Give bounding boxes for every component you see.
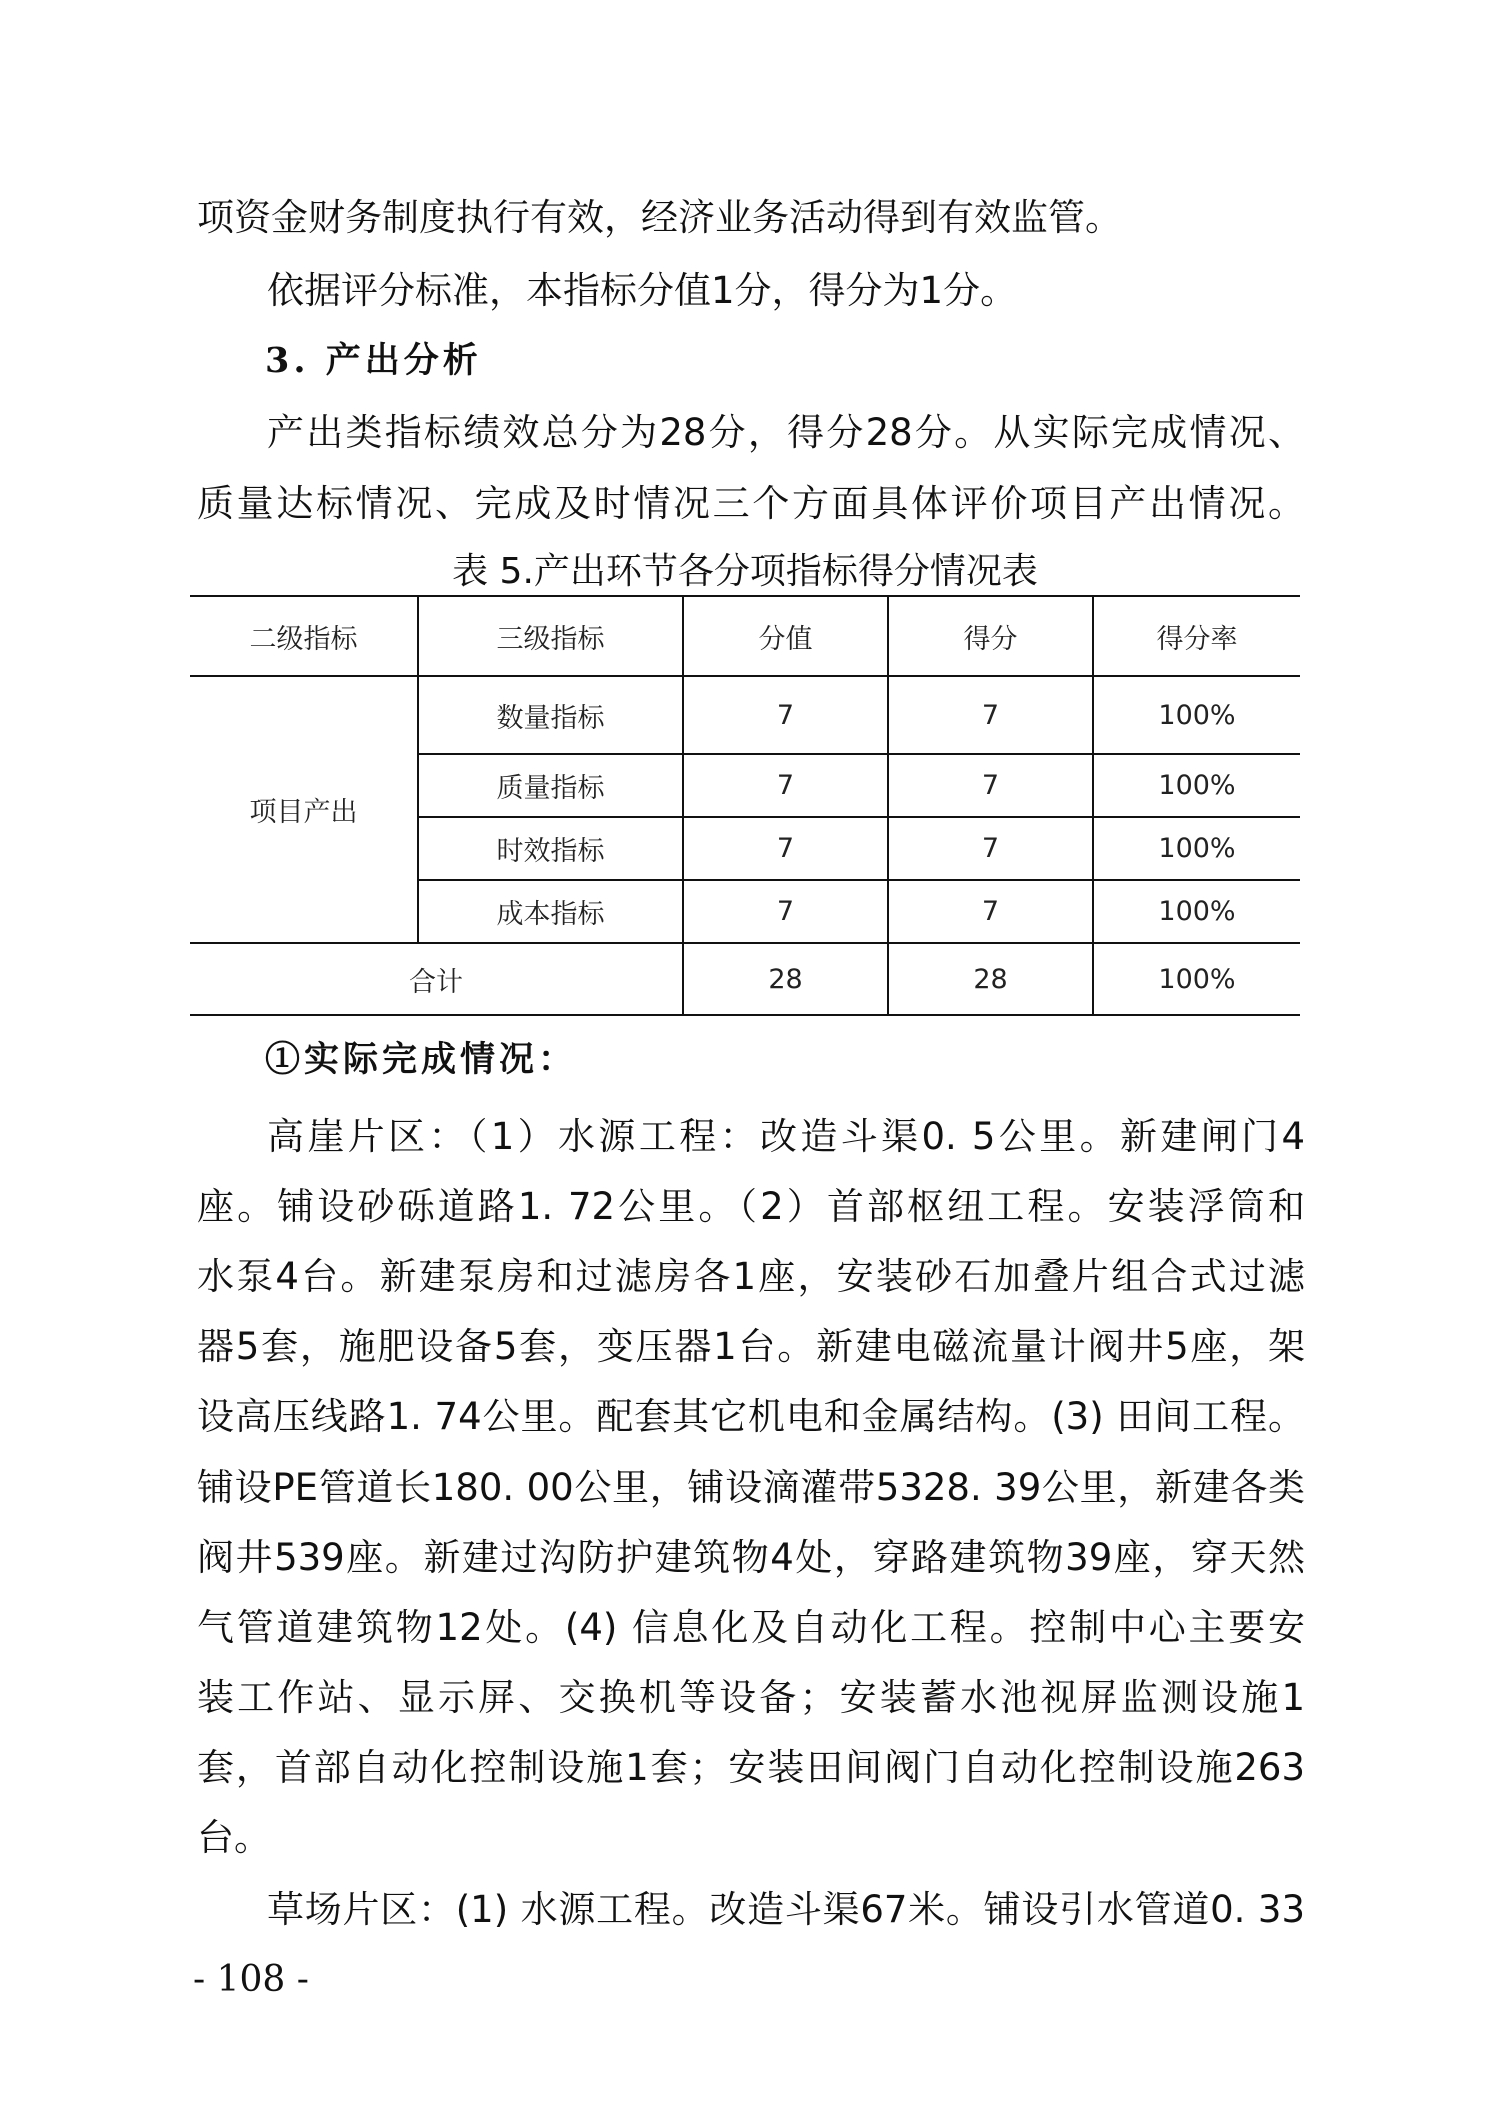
table-caption: 表 5.产出环节各分项指标得分情况表	[452, 551, 1038, 592]
body-text-line: 草场片区：(1) 水源工程。改造斗渠67米。铺设引水管道0. 33	[267, 1888, 1305, 1931]
subsection-heading: ①实际完成情况：	[265, 1039, 578, 1080]
body-text-line: 器5套，施肥设备5套，变压器1台。新建电磁流量计阀井5座，架	[197, 1325, 1305, 1368]
indicator-cell: 成本指标	[418, 880, 683, 943]
value-cell: 7	[683, 676, 888, 754]
body-text-line: 装工作站、显示屏、交换机等设备；安装蓄水池视屏监测设施1	[197, 1676, 1305, 1719]
column-header: 分值	[683, 596, 888, 676]
total-score-cell: 28	[888, 943, 1093, 1015]
total-rate-cell: 100%	[1093, 943, 1300, 1015]
body-text-line: 铺设PE管道长180. 00公里，铺设滴灌带5328. 39公里，新建各类	[197, 1466, 1305, 1509]
table-total-row	[190, 943, 1300, 1015]
body-text-line: 高崖片区：（1）水源工程：改造斗渠0. 5公里。新建闸门4	[267, 1115, 1305, 1158]
rate-cell: 100%	[1093, 817, 1300, 880]
body-text-line: 座。铺设砂砾道路1. 72公里。（2）首部枢纽工程。安装浮筒和	[197, 1185, 1305, 1228]
body-text-line: 产出类指标绩效总分为28分，得分28分。从实际完成情况、	[267, 411, 1305, 454]
section-heading: 3. 产出分析	[265, 340, 482, 381]
page-number: - 108 -	[193, 1959, 309, 2000]
table-header-row	[190, 596, 1300, 676]
body-text-line: 依据评分标准，本指标分值1分，得分为1分。	[267, 269, 1018, 312]
table-row	[190, 676, 1300, 754]
body-text-line: 阀井539座。新建过沟防护建筑物4处，穿路建筑物39座，穿天然	[197, 1536, 1305, 1579]
body-text-line: 项资金财务制度执行有效，经济业务活动得到有效监管。	[197, 196, 1122, 239]
indicator-cell: 时效指标	[418, 817, 683, 880]
rate-cell: 100%	[1093, 676, 1300, 754]
column-header: 得分	[888, 596, 1093, 676]
body-text-line: 气管道建筑物12处。(4) 信息化及自动化工程。控制中心主要安	[197, 1606, 1305, 1649]
body-text-line: 质量达标情况、完成及时情况三个方面具体评价项目产出情况。	[197, 482, 1305, 525]
value-cell: 7	[683, 754, 888, 817]
column-header: 得分率	[1093, 596, 1300, 676]
value-cell: 7	[683, 817, 888, 880]
column-header: 二级指标	[190, 596, 418, 676]
rate-cell: 100%	[1093, 754, 1300, 817]
score-cell: 7	[888, 754, 1093, 817]
body-text-line: 设高压线路1. 74公里。配套其它机电和金属结构。(3) 田间工程。	[197, 1395, 1305, 1438]
indicator-cell: 数量指标	[418, 676, 683, 754]
indicator-cell: 质量指标	[418, 754, 683, 817]
score-cell: 7	[888, 880, 1093, 943]
body-text-line: 台。	[197, 1816, 271, 1859]
total-value-cell: 28	[683, 943, 888, 1015]
group-label-cell: 项目产出	[190, 676, 418, 943]
body-text-line: 水泵4台。新建泵房和过滤房各1座，安装砂石加叠片组合式过滤	[197, 1255, 1305, 1298]
score-cell: 7	[888, 676, 1093, 754]
column-header: 三级指标	[418, 596, 683, 676]
total-label-cell: 合计	[190, 943, 683, 1015]
body-text-line: 套，首部自动化控制设施1套；安装田间阀门自动化控制设施263	[197, 1746, 1305, 1789]
score-cell: 7	[888, 817, 1093, 880]
score-table	[190, 595, 1300, 1016]
rate-cell: 100%	[1093, 880, 1300, 943]
value-cell: 7	[683, 880, 888, 943]
